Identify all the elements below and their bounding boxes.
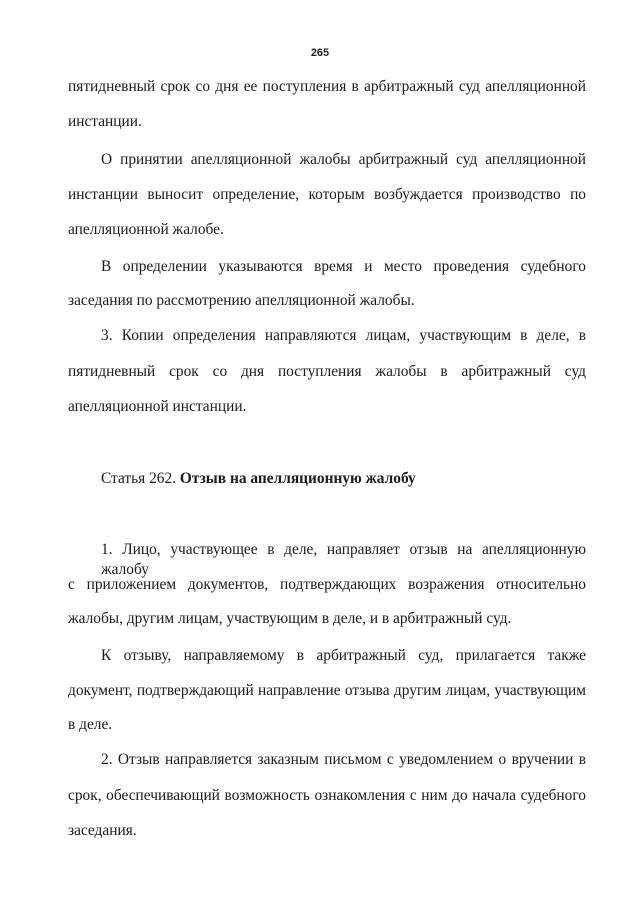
text-line: с приложением документов, подтверждающих возражения относительно [68, 576, 586, 593]
text-line: инстанции. [68, 113, 142, 130]
text-line: О принятии апелляционной жалобы арбитражный суд апелляционной [101, 151, 586, 168]
text-line: 2. Отзыв направляется заказным письмом с уведомлением о вручении в [101, 751, 586, 768]
text-line: 3. Копии определения направляются лицам, участвующим в деле, в [101, 327, 586, 344]
text-line: пятидневный срок со дня поступления жалобы в арбитражный суд [68, 363, 586, 380]
text-line: пятидневный срок со дня ее поступления в арбитражный суд апелляционной [68, 78, 586, 95]
page-number: 265 [310, 47, 330, 59]
text-line: инстанции выносит определение, которым возбуждается производство по [68, 186, 586, 203]
text-line: апелляционной жалобе. [68, 221, 224, 238]
text-line: жалобы, другим лицам, участвующим в деле, и в арбитражный суд. [68, 610, 512, 627]
text-line: заседания. [68, 822, 137, 839]
article-heading [101, 469, 586, 489]
text-line: заседания по рассмотрению апелляционной жалобы. [68, 292, 415, 309]
text-line: апелляционной инстанции. [68, 398, 247, 415]
text-line: В определении указываются время и место проведения судебного [101, 258, 586, 275]
text-line: срок, обеспечивающий возможность ознакомления с ним до начала судебного [68, 787, 586, 804]
article-title: Отзыв на апелляционную жалобу [179, 470, 416, 487]
article-prefix: Статья 262. [101, 470, 177, 487]
text-line: документ, подтверждающий направление отзыва другим лицам, участвующим [68, 682, 586, 699]
text-line: 1. Лицо, участвующее в деле, направляет отзыв на апелляционную жалобу [101, 541, 586, 578]
text-line: К отзыву, направляемому в арбитражный суд, прилагается также [101, 647, 586, 664]
text-line: в деле. [68, 716, 113, 733]
